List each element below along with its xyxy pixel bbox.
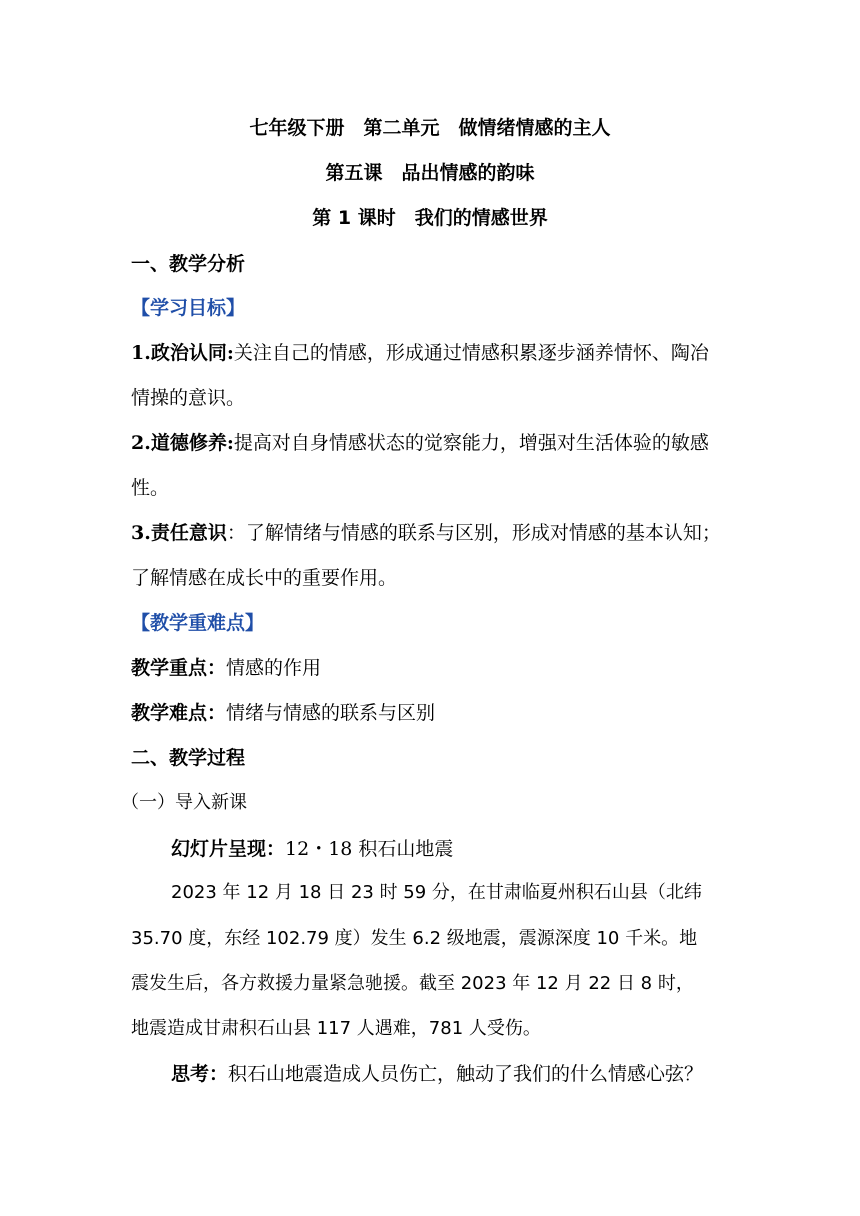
period-title: 第 1 课时 我们的情感世界 bbox=[312, 207, 548, 229]
think-text: 积石山地震造成人员伤亡，触动了我们的什么情感心弦？ bbox=[228, 1063, 704, 1085]
passage-line-2: 35.70 度，东经 102.79 度）发生 6.2 级地震，震源深度 10 千米。地 bbox=[131, 928, 698, 949]
key-points-label: 【教学重难点】 bbox=[131, 612, 265, 634]
key-point-label: 教学重点： bbox=[131, 657, 227, 679]
passage-line-4: 地震造成甘肃积石山县 117 人遇难，781 人受伤。 bbox=[131, 1018, 541, 1039]
objective-1-text: 关注自己的情感，形成通过情感积累逐步涵养情怀、陶冶 bbox=[233, 342, 709, 364]
objective-3-label: 3.责任意识 bbox=[131, 522, 227, 544]
objective-3-text: ：了解情绪与情感的联系与区别，形成对情感的基本认知； bbox=[226, 522, 721, 544]
think-line bbox=[171, 1062, 703, 1086]
objective-2-line1 bbox=[131, 431, 709, 455]
objectives-label: 【学习目标】 bbox=[131, 297, 246, 319]
difficult-point-label: 教学难点： bbox=[131, 702, 227, 724]
section-heading-process: 二、教学过程 bbox=[131, 747, 246, 769]
passage-line-1: 2023 年 12 月 18 日 23 时 59 分，在甘肃临夏州积石山县（北纬 bbox=[171, 882, 702, 903]
objective-1-line2: 情操的意识。 bbox=[131, 387, 246, 409]
key-point-text: 情感的作用 bbox=[226, 657, 322, 679]
objective-3-line2: 了解情感在成长中的重要作用。 bbox=[131, 567, 398, 589]
key-point-line bbox=[131, 656, 321, 680]
objective-1-label: 1.政治认同: bbox=[131, 342, 234, 364]
sub-heading-intro: （一）导入新课 bbox=[121, 792, 247, 813]
lesson-title: 第五课 品出情感的韵味 bbox=[325, 162, 535, 184]
slide-text: 12・18 积石山地震 bbox=[285, 838, 454, 860]
slide-line bbox=[171, 837, 453, 861]
objective-2-label: 2.道德修养: bbox=[131, 432, 234, 454]
objective-2-text: 提高对自身情感状态的觉察能力，增强对生活体验的敏感 bbox=[233, 432, 709, 454]
section-heading-analysis: 一、教学分析 bbox=[131, 253, 246, 275]
unit-title: 七年级下册 第二单元 做情绪情感的主人 bbox=[249, 117, 611, 139]
objective-2-line2: 性。 bbox=[131, 477, 170, 499]
difficult-point-text: 情绪与情感的联系与区别 bbox=[226, 702, 436, 724]
difficult-point-line bbox=[131, 701, 435, 725]
passage-line-3: 震发生后，各方救援力量紧急驰援。截至 2023 年 12 月 22 日 8 时， bbox=[131, 973, 694, 994]
objective-3-line1 bbox=[131, 521, 721, 545]
objective-1-line1 bbox=[131, 341, 709, 365]
think-label: 思考： bbox=[171, 1063, 229, 1085]
slide-label: 幻灯片呈现： bbox=[171, 838, 286, 860]
